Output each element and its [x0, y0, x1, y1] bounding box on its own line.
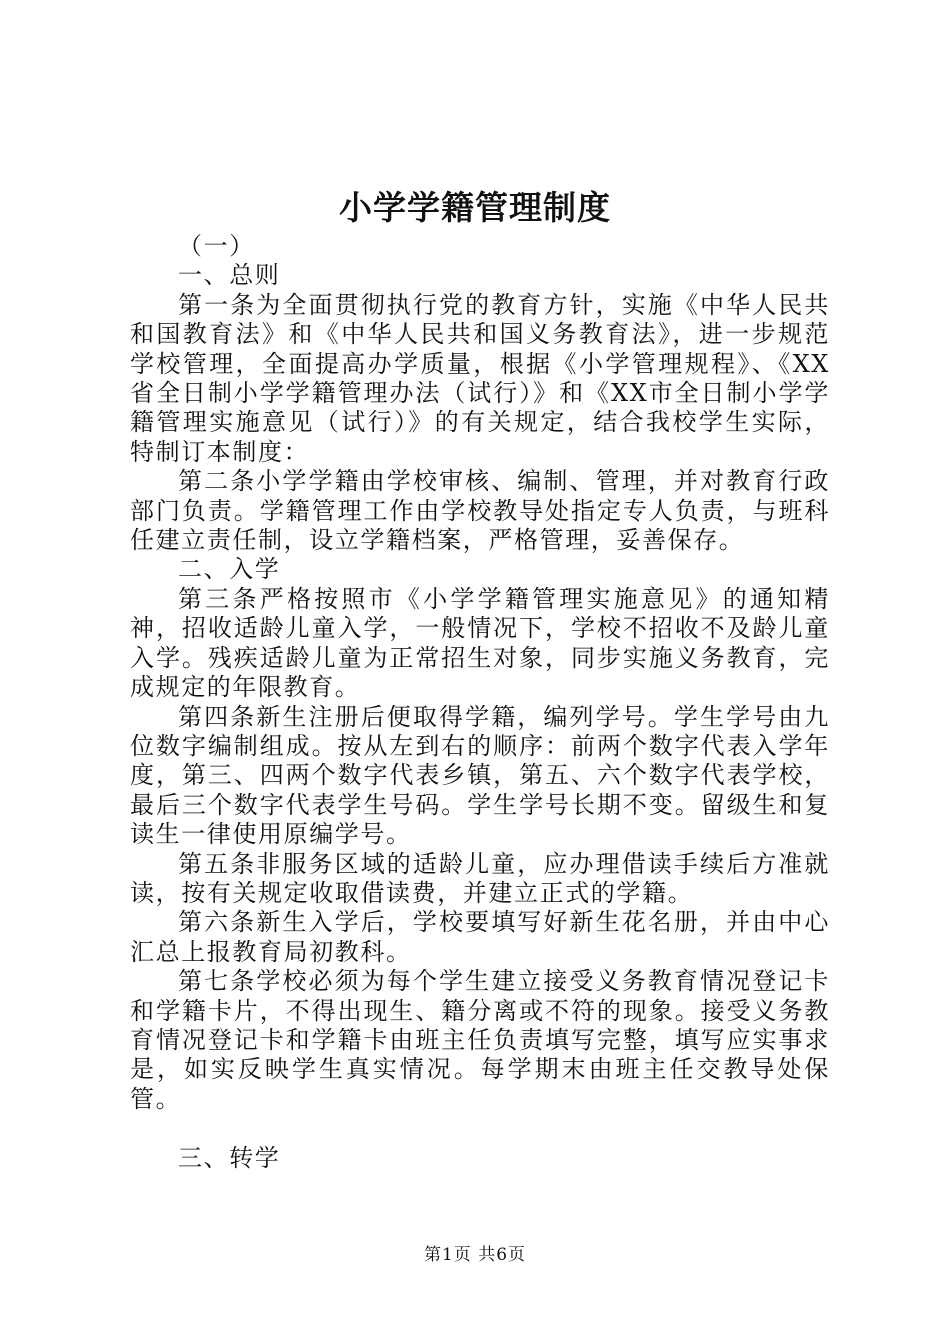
- document-title: 小学学籍管理制度: [339, 188, 611, 227]
- page-footer: 第1页 共6页: [423, 1245, 527, 1265]
- heading-enrollment: 二、入学: [178, 555, 281, 584]
- article-1: 第一条为全面贯彻执行党的教育方针，实施《中华人民共和国教育法》和《中华人民共和国义务教育法》，进一步规范学校管理，全面提高办学质量，根据《小学管理规程》、《XX省全日制小学学籍管理办法（试行）》和《XX市全日制小学学籍管理实施意见（试行）》的有关规定，结合我校学生实际，特制订本制度：: [130, 290, 830, 466]
- article-6: 第六条新生入学后，学校要填写好新生花名册，并由中心汇总上报教育局初教科。: [130, 908, 830, 966]
- article-3: 第三条严格按照市《小学学籍管理实施意见》的通知精神，招收适龄儿童入学，一般情况下，学校不招收不及龄儿童入学。残疾适龄儿童为正常招生对象，同步实施义务教育，完成规定的年限教育。: [130, 584, 830, 702]
- heading-general: 一、总则: [178, 261, 281, 290]
- article-5: 第五条非服务区域的适龄儿童，应办理借读手续后方准就读，按有关规定收取借读费，并建立正式的学籍。: [130, 849, 830, 907]
- heading-transfer: 三、转学: [178, 1143, 281, 1172]
- blank-line: [130, 1114, 830, 1143]
- section-marker: （一）: [178, 232, 255, 260]
- article-2: 第二条小学学籍由学校审核、编制、管理，并对教育行政部门负责。学籍管理工作由学校教导处指定专人负责，与班科任建立责任制，设立学籍档案，严格管理，妥善保存。: [130, 467, 830, 555]
- document-body: [130, 232, 830, 1173]
- article-4: 第四条新生注册后便取得学籍，编列学号。学生学号由九位数字编制组成。按从左到右的顺序：前两个数字代表入学年度，第三、四两个数字代表乡镇，第五、六个数字代表学校，最后三个数字代表学生号码。学生学号长期不变。留级生和复读生一律使用原编学号。: [130, 702, 830, 849]
- article-7: 第七条学校必须为每个学生建立接受义务教育情况登记卡和学籍卡片，不得出现生、籍分离或不符的现象。接受义务教育情况登记卡和学籍卡由班主任负责填写完整，填写应实事求是，如实反映学生真实情况。每学期末由班主任交教导处保管。: [130, 967, 830, 1113]
